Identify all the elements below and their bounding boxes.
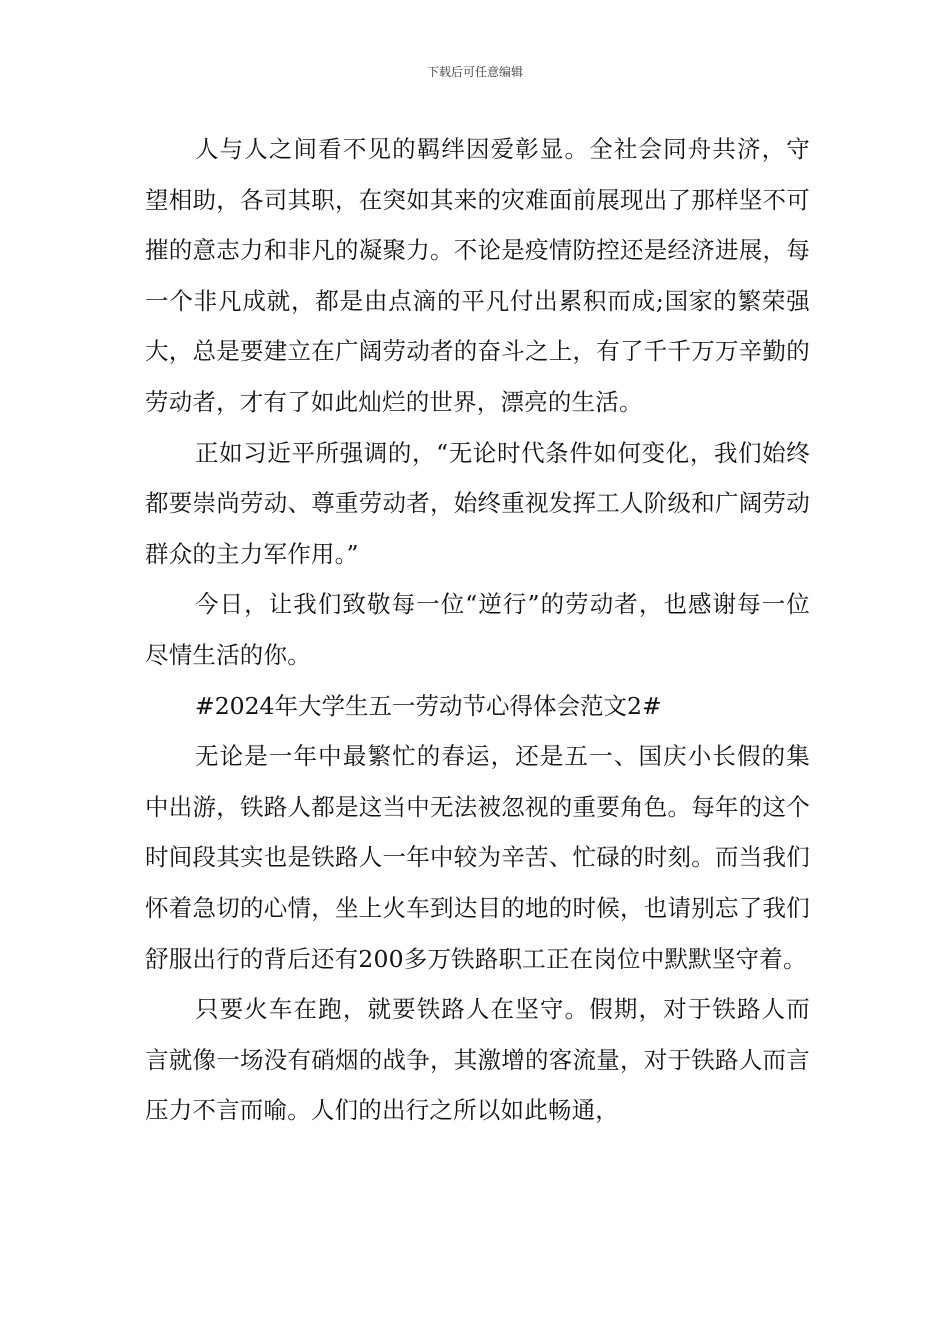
section-heading: #2024年大学生五一劳动节心得体会范文2# xyxy=(195,691,662,720)
page-header-note: 下载后可任意编辑 xyxy=(426,65,523,79)
document-body xyxy=(145,124,810,1136)
paragraph-railway-holiday: 无论是一年中最繁忙的春运，还是五一、国庆小长假的集中出游，铁路人都是这当中无法被忽视的重要角色。每年的这个时间段其实也是铁路人一年中较为辛苦、忙碌的时刻。而当我们怀着急切的心情，坐上火车到达目的地的时候，也请别忘了我们舒服出行的背后还有200多万铁路职工正在岗位中默默坚守着。 xyxy=(145,742,810,973)
paragraph-quote: 正如习近平所强调的，“无论时代条件如何变化，我们始终都要崇尚劳动、尊重劳动者，始终重视发挥工人阶级和广阔劳动群众的主力军作用。” xyxy=(145,438,810,568)
paragraph-railway-duty: 只要火车在跑，就要铁路人在坚守。假期，对于铁路人而言就像一场没有硝烟的战争，其激增的客流量，对于铁路人而言压力不言而喻。人们的出行之所以如此畅通， xyxy=(145,995,810,1125)
paragraph-tribute: 今日，让我们致敬每一位“逆行”的劳动者，也感谢每一位尽情生活的你。 xyxy=(145,590,810,669)
paragraph-solidarity: 人与人之间看不见的羁绊因爱彰显。全社会同舟共济，守望相助，各司其职，在突如其来的灾难面前展现出了那样坚不可摧的意志力和非凡的凝聚力。不论是疫情防控还是经济进展，每一个非凡成就，都是由点滴的平凡付出累积而成;国家的繁荣强大，总是要建立在广阔劳动者的奋斗之上，有了千千万万辛勤的劳动者，才有了如此灿烂的世界，漂亮的生活。 xyxy=(145,135,810,416)
